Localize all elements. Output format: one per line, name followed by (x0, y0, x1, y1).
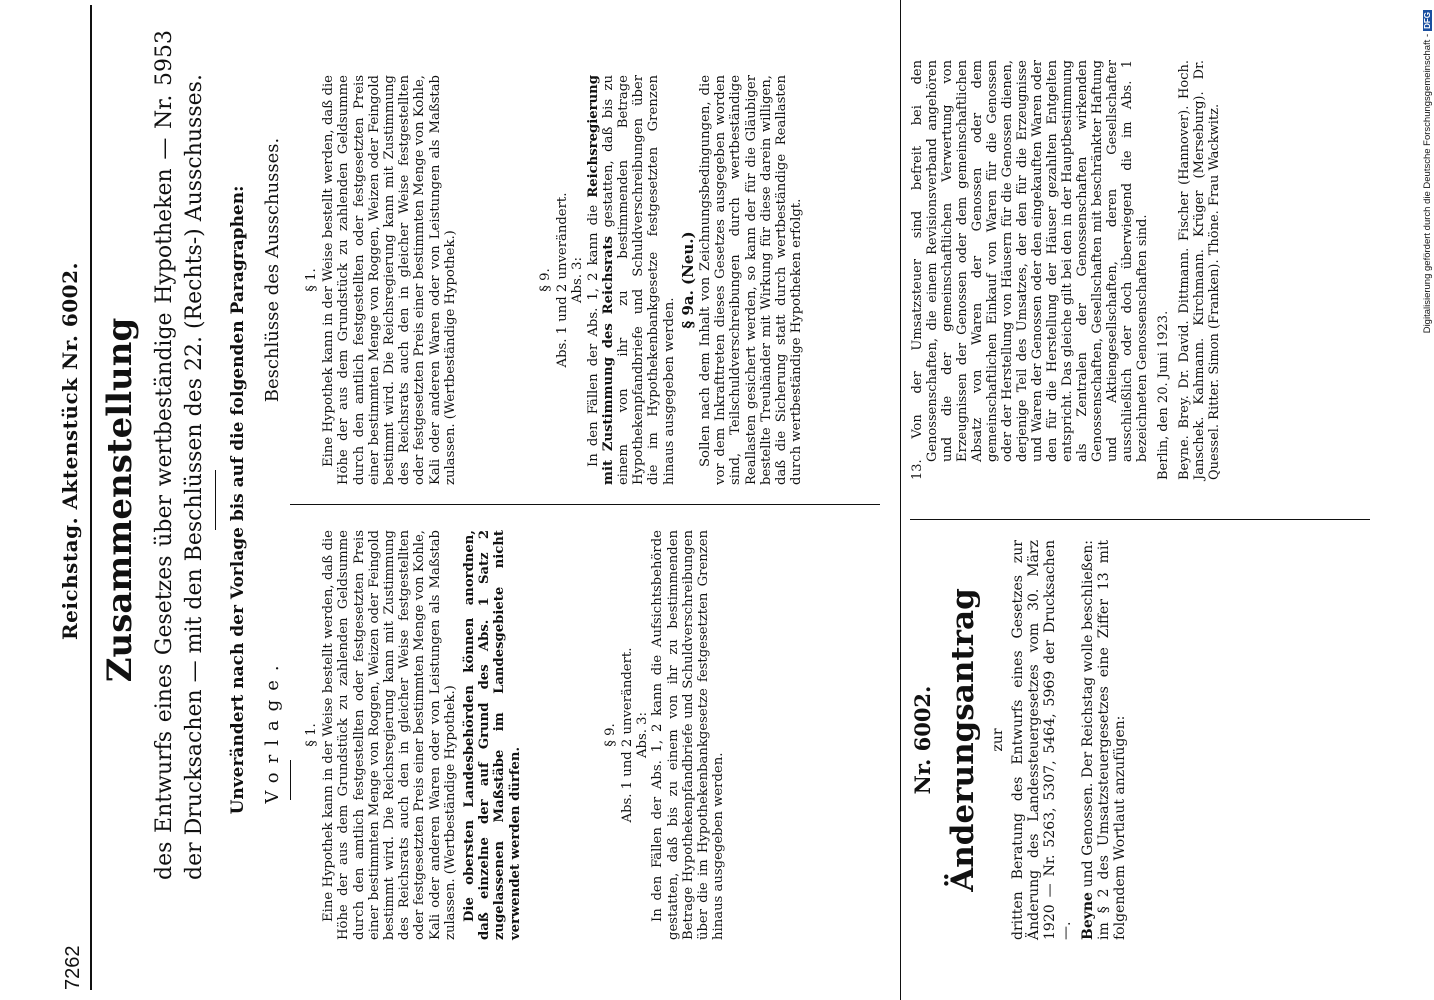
column-vorlage (300, 530, 730, 940)
title-rule (215, 470, 216, 530)
dfg-logo-icon: DFG (1422, 12, 1432, 29)
dfg-stamp (1420, 10, 1434, 990)
section-9-abs: Abs. 3: (570, 257, 586, 303)
running-head: Reichstag. Aktenstück Nr. 6002. (58, 262, 82, 640)
section-9-text (586, 75, 677, 485)
amendment-title: Änderungsantrag (945, 588, 981, 892)
section-9-text: In den Fällen der Abs. 1, 2 kann die Aufsichtsbehörde gestatten, daß bis zu einem von ihr zu bestimmenden Betrage Hypothekenpfandbriefe und Schuldverschreibungen über die im Hypothekenbankgesetze festgesetzten Grenzen hinaus ausgegeben werden. (650, 530, 727, 940)
header-rule (90, 5, 92, 990)
amendment-body-left (1010, 540, 1134, 940)
section-9-text-a: In den Fällen der Abs. 1, 2 kann die (585, 204, 601, 467)
amendment-item-13: 13. Von der Umsatzsteuer sind befreit bei den Genossenschaften, die einem Revisionsverband angehören und die der gemeinschaftlichen Verwertung von Erzeugnissen der Genossen oder dem gemeinschaftlichen Absatz von Waren der Genossen oder dem gemeinschaftlichen Einkauf von Waren für die Genossen oder der Herstellung von Häusern für die Genossen dienen, derjenige Teil des Umsatzes, der den für die Erzeugnisse und Waren der Genossen oder den eingekauften Waren oder den für die Herstellung der Häuser gezahlten Entgelten entspricht. Das gleiche gilt bei den in der Hauptbestimmung als Zentralen der Genossenschaften wirkenden Genossenschaften, Gesellschaften mit beschränkter Haftung und Aktiengesellschaften, deren Gesellschafter ausschließlich oder doch überwiegend die im Abs. 1 bezeichneten Genossenschaften sind. (910, 60, 1150, 480)
vorlage-rule (290, 760, 291, 800)
stamp-text: Digitalisierung gefördert durch die Deutsche Forschungsgemeinschaft - (1421, 33, 1433, 334)
amendment-signatures: Beyne. Brey. Dr. David. Dittmann. Fischer (Hannover). Hoch. Janschek. Kahmann. Kirchmann. Krüger (Merseburg). Dr. Quessel. Ritter. Simon (Franken). Thöne. Frau Wackwitz. (1177, 60, 1222, 480)
section-9-head: § 9. (602, 723, 618, 747)
section-1-head: § 1. (304, 723, 319, 747)
section-heading: Unverändert nach der Vorlage bis auf die folgenden Paragraphen: (228, 185, 248, 815)
column-head-beschluesse: Beschlüsse des Ausschusses. (262, 137, 283, 403)
column-divider (290, 504, 880, 505)
column-beschluesse (300, 75, 808, 485)
document-title: Zusammenstellung (100, 317, 140, 683)
amendment-body-right (910, 60, 1228, 480)
section-9-head: § 9. (538, 268, 554, 292)
amendment-zur: zur (990, 728, 1006, 752)
section-1-head: § 1. (304, 268, 319, 292)
motion-text: und Genossen. Der Reichstag wolle beschließen: im § 2 des Umsatzsteuergesetzes eine Ziffer 13 mit folgendem Wortlaut anzufügen: (1080, 540, 1128, 940)
section-9-abs: Abs. 3: (635, 712, 651, 758)
section-1-text-2: Die obersten Landesbehörden können anordnen, daß einzelne der auf Grund des Abs. 1 Satz 2 zugelassenen Maßstäbe im Landesgebiete nicht verwendet werden dürfen. (462, 530, 523, 940)
section-9-sub: Abs. 1 und 2 unverändert. (555, 192, 571, 368)
amendment-intro: dritten Beratung des Entwurfs eines Gesetzes zur Änderung des Landessteuergesetzes vom 30. März 1920 — Nr. 5263, 5307, 5464, 5969 der Drucksachen —. (1010, 540, 1074, 940)
section-9-sub: Abs. 1 und 2 unverändert. (620, 647, 636, 823)
section-1-text: Eine Hypothek kann in der Weise bestellt werden, daß die Höhe der aus dem Grundstück zu zahlenden Geldsumme durch den amtlich festgestellten oder festgesetzten Preis einer bestimmten Menge von Roggen, Weizen oder Feingold bestimmt wird. Die Reichsregierung kann mit Zustimmung des Reichsrats auch den in gleicher Weise festgestellten oder festgesetzten Preis einer bestimmten Menge von Kohle, Kali oder anderen Waren oder von Leistungen als Maßstab zulassen. (Wertbeständige Hypothek.) (321, 530, 458, 940)
column-head-vorlage: Vorlage. (262, 656, 283, 804)
amendment-motion (1080, 540, 1128, 940)
document-subtitle: des Entwurfs eines Gesetzes über wertbeständige Hypotheken — Nr. 5953 der Drucksachen — mit den Beschlüssen des 22. (Rechts-) Ausschusses. (152, 30, 207, 880)
section-9a-head: § 9a. (Neu.) (678, 231, 697, 329)
motion-name: Beyne (1080, 892, 1096, 940)
page-divider (900, 0, 901, 1000)
page-number: 7262 (62, 945, 84, 990)
section-9-text-b: gestatten, daß bis zu einem von ihr zu bestimmenden Betrage Hypothekenpfandbriefe und Schuldverschreibungen über die im Hypothekenbankgesetze festgesetzten Grenzen hinaus ausgegeben werden. (600, 75, 677, 485)
amendment-date: Berlin, den 20. Juni 1923. (1156, 310, 1171, 480)
amendment-number: Nr. 6002. (910, 685, 935, 795)
section-9-bold: Reichsregierung mit Zustimmung des Reichsrats (585, 75, 616, 485)
amendment-column-divider (910, 519, 1370, 520)
section-1-text: Eine Hypothek kann in der Weise bestellt werden, daß die Höhe der aus dem Grundstück zu zahlenden Geldsumme durch den amtlich festgestellten oder festgesetzten Preis einer bestimmten Menge von Roggen, Weizen oder Feingold bestimmt wird. Die Reichsregierung kann mit Zustimmung des Reichsrats auch den in gleicher Weise festgestellten oder festgesetzten Preis einer bestimmten Menge von Kohle, Kali oder anderen Waren oder von Leistungen als Maßstab zulassen. (Wertbeständige Hypothek.) (321, 75, 458, 485)
section-9a-text: Sollen nach dem Inhalt von Zeichnungsbedingungen, die vor dem Inkrafttreten dieses Gesetzes ausgegeben worden sind, Teilschuldverschreibungen durch wertbeständige Reallasten gesichert werden, so kann der für die Gläubiger bestellte Treuhänder mit Wirkung für diese darein willigen, daß die Sicherung statt durch wertbeständige Reallasten durch wertbeständige Hypotheken erfolgt. (698, 75, 805, 485)
